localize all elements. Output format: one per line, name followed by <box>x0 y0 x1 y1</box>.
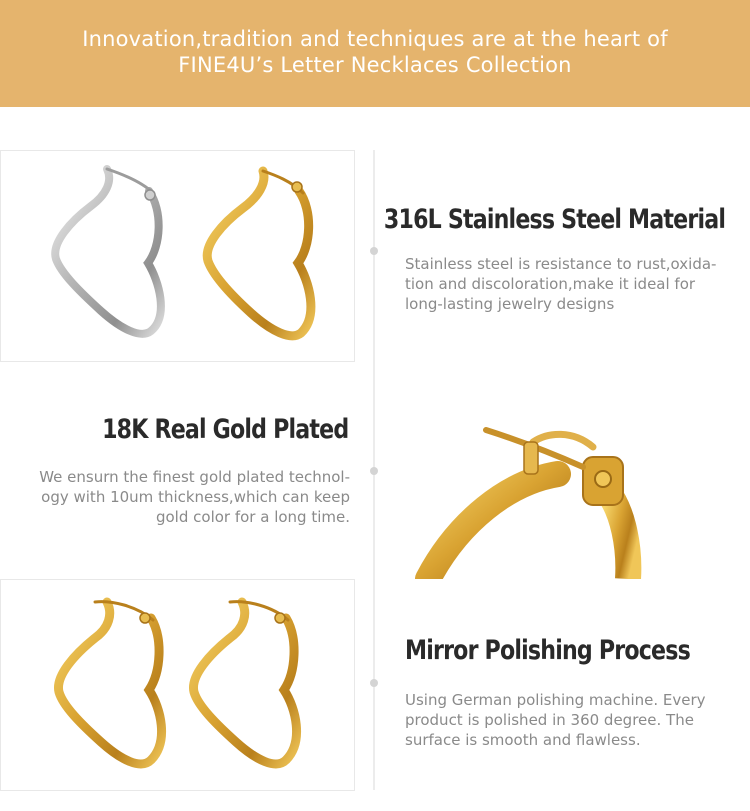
timeline-dot-3 <box>370 679 378 687</box>
feature-desc-gold-plated <box>10 467 350 527</box>
gold-heart-earring-left <box>58 602 161 764</box>
feature-title-stainless: 316L Stainless Steel Material <box>383 204 725 235</box>
feature-desc-line: ogy with 10um thickness,which can keep <box>41 488 350 506</box>
gold-heart-earring <box>207 171 311 336</box>
gold-heart-earring-right <box>193 602 296 764</box>
feature-desc-polishing <box>405 690 735 750</box>
feature-desc-line: long-lasting jewelry designs <box>405 295 615 313</box>
feature-desc-line: tion and discoloration,make it ideal for <box>405 275 696 293</box>
feature-desc-line: We ensurn the finest gold plated technol- <box>39 468 350 486</box>
banner-line-1: Innovation,tradition and techniques are at the heart of <box>82 26 668 51</box>
timeline-dot-1 <box>370 247 378 255</box>
silver-heart-earring <box>55 169 161 334</box>
timeline-dot-2 <box>370 467 378 475</box>
feature-title-gold-plated: 18K Real Gold Plated <box>101 414 348 445</box>
product-image-silver-gold-earrings <box>0 150 355 362</box>
header-banner <box>0 0 750 107</box>
feature-desc-line: product is polished in 360 degree. The <box>405 711 694 729</box>
product-image-gold-clasp-closeup <box>398 412 660 579</box>
feature-desc-stainless <box>405 254 735 314</box>
feature-desc-line: surface is smooth and flawless. <box>405 731 641 749</box>
feature-title-polishing: Mirror Polishing Process <box>405 635 690 666</box>
feature-desc-line: gold color for a long time. <box>155 508 350 526</box>
feature-desc-line: Stainless steel is resistance to rust,oxida- <box>405 255 717 273</box>
banner-line-2: FINE4U’s Letter Necklaces Collection <box>178 52 572 77</box>
product-image-gold-earring-pair <box>0 579 355 791</box>
feature-desc-line: Using German polishing machine. Every <box>405 691 706 709</box>
